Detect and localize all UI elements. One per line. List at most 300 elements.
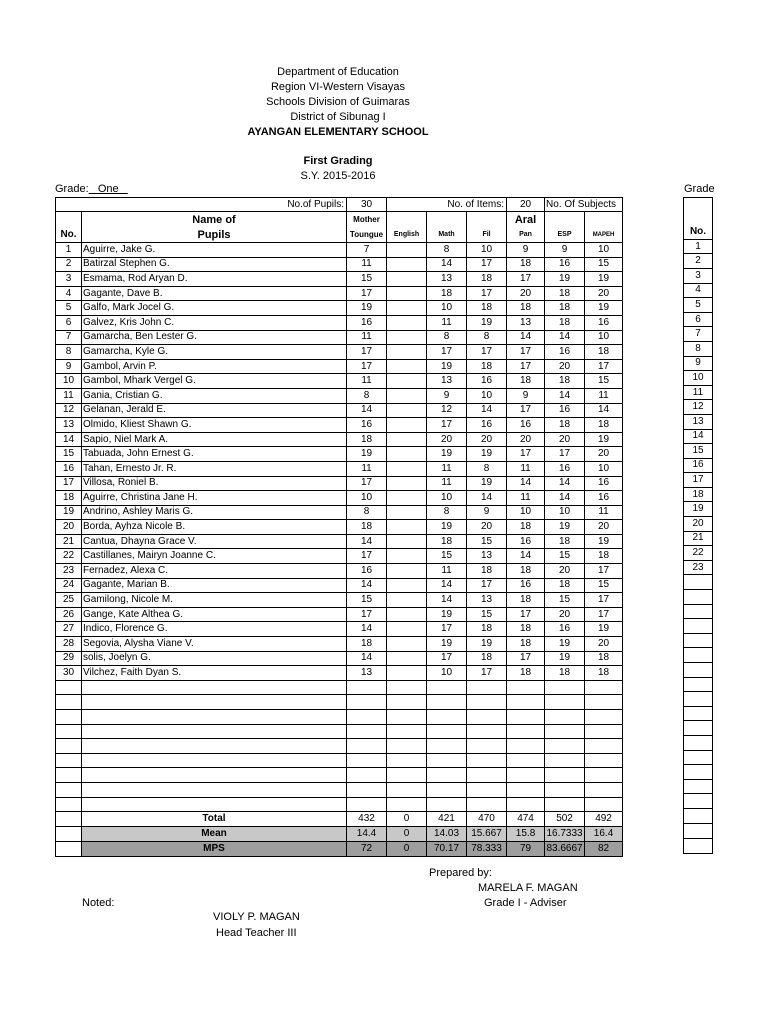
score-math: 17 <box>427 418 467 433</box>
pupil-row <box>56 257 623 272</box>
score-mother-tongue: 14 <box>347 651 387 666</box>
score-esp: 18 <box>545 578 585 593</box>
score-english <box>387 637 427 652</box>
pupil-no: 10 <box>56 374 82 389</box>
side-row-no: 7 <box>684 327 713 342</box>
pupil-row <box>56 345 623 360</box>
score-fil: 18 <box>467 359 507 374</box>
col-math: Math <box>427 227 467 243</box>
score-math: 11 <box>427 476 467 491</box>
score-mother-tongue: 11 <box>347 374 387 389</box>
score-english <box>387 286 427 301</box>
score-aral-pan: 18 <box>507 301 545 316</box>
blank-row <box>56 768 623 783</box>
score-mother-tongue: 17 <box>347 607 387 622</box>
col-name-top: Name of <box>82 212 347 228</box>
summary-mapeh: 492 <box>585 812 623 827</box>
score-esp: 15 <box>545 549 585 564</box>
score-math: 10 <box>427 301 467 316</box>
pupil-row <box>56 666 623 681</box>
score-fil: 18 <box>467 651 507 666</box>
score-aral-pan: 16 <box>507 418 545 433</box>
summary-math: 14.03 <box>427 827 467 842</box>
pupil-row <box>56 534 623 549</box>
pupil-no: 8 <box>56 345 82 360</box>
grade-label-right: Grade <box>684 183 715 195</box>
score-mother-tongue: 13 <box>347 666 387 681</box>
score-fil: 8 <box>467 330 507 345</box>
side-row-no: 3 <box>684 268 713 283</box>
score-esp: 20 <box>545 359 585 374</box>
score-english <box>387 578 427 593</box>
side-row-no: 19 <box>684 502 713 517</box>
pupil-name: Aguirre, Christina Jane H. <box>82 491 347 506</box>
score-mother-tongue: 17 <box>347 286 387 301</box>
score-esp: 14 <box>545 388 585 403</box>
score-esp: 20 <box>545 564 585 579</box>
score-fil: 19 <box>467 637 507 652</box>
head-name: VIOLY P. MAGAN <box>213 911 300 923</box>
pupil-no: 19 <box>56 505 82 520</box>
score-mapeh: 19 <box>585 534 623 549</box>
pupil-no: 14 <box>56 432 82 447</box>
score-mapeh: 20 <box>585 286 623 301</box>
pupil-row <box>56 432 623 447</box>
pupil-name: Batirzal Stephen G. <box>82 257 347 272</box>
score-english <box>387 374 427 389</box>
score-aral-pan: 14 <box>507 476 545 491</box>
summary-esp: 83.6667 <box>545 842 585 857</box>
score-mapeh: 18 <box>585 345 623 360</box>
score-aral-pan: 16 <box>507 578 545 593</box>
score-mapeh: 16 <box>585 491 623 506</box>
pupil-no: 23 <box>56 564 82 579</box>
side-row-no: 2 <box>684 254 713 269</box>
side-row-no: 15 <box>684 444 713 459</box>
score-english <box>387 418 427 433</box>
blank-row <box>56 680 623 695</box>
score-math: 19 <box>427 607 467 622</box>
score-esp: 16 <box>545 622 585 637</box>
score-english <box>387 330 427 345</box>
summary-mother-tongue: 72 <box>347 842 387 857</box>
score-math: 8 <box>427 505 467 520</box>
score-mapeh: 18 <box>585 549 623 564</box>
summary-fil: 15.667 <box>467 827 507 842</box>
score-aral-pan: 18 <box>507 666 545 681</box>
pupil-row <box>56 578 623 593</box>
side-row-no: 12 <box>684 400 713 415</box>
side-row-no: 5 <box>684 298 713 313</box>
summary-aral-pan: 474 <box>507 812 545 827</box>
score-mother-tongue: 17 <box>347 359 387 374</box>
col-fil: Fil <box>467 227 507 243</box>
score-english <box>387 534 427 549</box>
score-aral-pan: 9 <box>507 388 545 403</box>
score-mother-tongue: 11 <box>347 461 387 476</box>
side-row-no: 18 <box>684 487 713 502</box>
score-mapeh: 10 <box>585 243 623 258</box>
score-math: 19 <box>427 359 467 374</box>
pupil-name: Gania, Cristian G. <box>82 388 347 403</box>
score-english <box>387 549 427 564</box>
score-mother-tongue: 10 <box>347 491 387 506</box>
col-mapeh: MAPEH <box>585 227 623 243</box>
pupil-name: Galfo, Mark Jocel G. <box>82 301 347 316</box>
pupil-no: 4 <box>56 286 82 301</box>
pupil-no: 18 <box>56 491 82 506</box>
summary-stat-row <box>56 812 623 827</box>
summary-esp: 16.7333 <box>545 827 585 842</box>
pupil-name: Indico, Florence G. <box>82 622 347 637</box>
score-english <box>387 666 427 681</box>
score-fil: 16 <box>467 374 507 389</box>
score-mother-tongue: 14 <box>347 578 387 593</box>
score-mapeh: 14 <box>585 403 623 418</box>
pupils-value: 30 <box>347 198 387 212</box>
score-english <box>387 622 427 637</box>
score-esp: 19 <box>545 637 585 652</box>
score-table <box>55 197 623 857</box>
score-mother-tongue: 8 <box>347 505 387 520</box>
score-math: 17 <box>427 651 467 666</box>
score-esp: 18 <box>545 534 585 549</box>
score-mother-tongue: 18 <box>347 432 387 447</box>
pupils-label: No.of Pupils: <box>56 198 347 212</box>
blank-row <box>56 797 623 812</box>
score-math: 19 <box>427 447 467 462</box>
score-english <box>387 476 427 491</box>
pupil-name: Gelanan, Jerald E. <box>82 403 347 418</box>
score-esp: 16 <box>545 257 585 272</box>
pupil-name: Aguirre, Jake G. <box>82 243 347 258</box>
score-english <box>387 257 427 272</box>
grading-period: First Grading <box>303 155 373 167</box>
col-esp: ESP <box>545 227 585 243</box>
score-esp: 9 <box>545 243 585 258</box>
score-fil: 18 <box>467 564 507 579</box>
side-row-no: 11 <box>684 385 713 400</box>
score-aral-pan: 18 <box>507 622 545 637</box>
score-mapeh: 15 <box>585 374 623 389</box>
score-math: 14 <box>427 593 467 608</box>
score-math: 10 <box>427 491 467 506</box>
score-esp: 16 <box>545 345 585 360</box>
pupil-name: Gamilong, Nicole M. <box>82 593 347 608</box>
col-mt-bottom: Toungue <box>347 227 387 243</box>
grade-field <box>55 183 128 195</box>
col-name-bottom: Pupils <box>82 227 347 243</box>
summary-mother-tongue: 432 <box>347 812 387 827</box>
side-row-no: 16 <box>684 458 713 473</box>
blank-row <box>56 782 623 797</box>
score-math: 12 <box>427 403 467 418</box>
pupil-row <box>56 622 623 637</box>
score-english <box>387 315 427 330</box>
adviser-title: Grade I - Adviser <box>484 897 567 909</box>
pupil-row <box>56 286 623 301</box>
score-math: 11 <box>427 564 467 579</box>
pupil-name: Gange, Kate Althea G. <box>82 607 347 622</box>
score-mapeh: 16 <box>585 476 623 491</box>
score-esp: 14 <box>545 476 585 491</box>
pupil-no: 22 <box>56 549 82 564</box>
score-mapeh: 20 <box>585 520 623 535</box>
score-math: 10 <box>427 666 467 681</box>
pupil-name: Gambol, Mhark Vergel G. <box>82 374 347 389</box>
score-fil: 19 <box>467 315 507 330</box>
pupil-no: 1 <box>56 243 82 258</box>
score-mapeh: 18 <box>585 651 623 666</box>
pupil-name: Vilchez, Faith Dyan S. <box>82 666 347 681</box>
score-mapeh: 10 <box>585 461 623 476</box>
summary-english: 0 <box>387 812 427 827</box>
pupil-no: 20 <box>56 520 82 535</box>
prepared-by-label: Prepared by: <box>429 867 492 879</box>
col-ap-bottom: Pan <box>507 227 545 243</box>
pupil-row <box>56 461 623 476</box>
score-aral-pan: 18 <box>507 593 545 608</box>
side-row-no: 1 <box>684 239 713 254</box>
school-name: AYANGAN ELEMENTARY SCHOOL <box>247 126 429 138</box>
score-fil: 13 <box>467 593 507 608</box>
score-fil: 17 <box>467 578 507 593</box>
pupil-row <box>56 505 623 520</box>
score-mother-tongue: 16 <box>347 564 387 579</box>
summary-mapeh: 82 <box>585 842 623 857</box>
score-mapeh: 16 <box>585 315 623 330</box>
score-mother-tongue: 14 <box>347 403 387 418</box>
pupil-row <box>56 388 623 403</box>
header-division: Schools Division of Guimaras <box>266 96 410 108</box>
score-esp: 19 <box>545 520 585 535</box>
score-mapeh: 10 <box>585 330 623 345</box>
side-row-no: 20 <box>684 517 713 532</box>
pupil-no: 26 <box>56 607 82 622</box>
col-no: No. <box>56 227 82 243</box>
pupil-no: 27 <box>56 622 82 637</box>
score-english <box>387 388 427 403</box>
score-fil: 14 <box>467 491 507 506</box>
score-mother-tongue: 16 <box>347 315 387 330</box>
score-aral-pan: 14 <box>507 549 545 564</box>
score-aral-pan: 10 <box>507 505 545 520</box>
pupil-name: Andrino, Ashley Maris G. <box>82 505 347 520</box>
score-mapeh: 11 <box>585 505 623 520</box>
side-row-no: 4 <box>684 283 713 298</box>
summary-row <box>56 198 623 212</box>
score-aral-pan: 16 <box>507 534 545 549</box>
score-esp: 18 <box>545 666 585 681</box>
score-english <box>387 447 427 462</box>
pupil-row <box>56 330 623 345</box>
header-row-1 <box>56 212 623 228</box>
score-aral-pan: 14 <box>507 330 545 345</box>
score-fil: 18 <box>467 622 507 637</box>
score-mother-tongue: 17 <box>347 549 387 564</box>
score-math: 18 <box>427 534 467 549</box>
score-aral-pan: 11 <box>507 461 545 476</box>
score-english <box>387 651 427 666</box>
score-mapeh: 17 <box>585 607 623 622</box>
score-mother-tongue: 17 <box>347 476 387 491</box>
score-fil: 16 <box>467 418 507 433</box>
pupil-row <box>56 476 623 491</box>
header-region: Region VI-Western Visayas <box>270 81 406 93</box>
pupil-no: 5 <box>56 301 82 316</box>
score-math: 19 <box>427 637 467 652</box>
score-esp: 19 <box>545 651 585 666</box>
score-mapeh: 20 <box>585 447 623 462</box>
score-fil: 19 <box>467 447 507 462</box>
pupil-name: Esmama, Rod Aryan D. <box>82 272 347 287</box>
pupil-name: Villosa, Roniel B. <box>82 476 347 491</box>
pupil-row <box>56 418 623 433</box>
score-fil: 17 <box>467 257 507 272</box>
summary-mapeh: 16.4 <box>585 827 623 842</box>
pupil-row <box>56 315 623 330</box>
pupil-name: Borda, Ayhza Nicole B. <box>82 520 347 535</box>
pupil-name: solis, Joelyn G. <box>82 651 347 666</box>
pupil-row <box>56 272 623 287</box>
score-fil: 17 <box>467 345 507 360</box>
score-fil: 18 <box>467 272 507 287</box>
pupil-no: 30 <box>56 666 82 681</box>
score-math: 17 <box>427 345 467 360</box>
summary-fil: 470 <box>467 812 507 827</box>
side-row-no: 8 <box>684 341 713 356</box>
pupil-name: Sapio, Niel Mark A. <box>82 432 347 447</box>
side-row-no: 9 <box>684 356 713 371</box>
score-mother-tongue: 18 <box>347 520 387 535</box>
pupil-row <box>56 637 623 652</box>
score-fil: 15 <box>467 607 507 622</box>
pupil-no: 16 <box>56 461 82 476</box>
pupil-no: 6 <box>56 315 82 330</box>
adviser-name: MARELA F. MAGAN <box>478 882 578 894</box>
score-english <box>387 520 427 535</box>
pupil-name: Segovia, Alysha Viane V. <box>82 637 347 652</box>
side-row-no: 6 <box>684 312 713 327</box>
summary-esp: 502 <box>545 812 585 827</box>
score-aral-pan: 20 <box>507 286 545 301</box>
score-mapeh: 15 <box>585 578 623 593</box>
blank-row <box>56 710 623 725</box>
score-mother-tongue: 14 <box>347 622 387 637</box>
score-math: 9 <box>427 388 467 403</box>
blank-row <box>56 724 623 739</box>
score-mapeh: 18 <box>585 418 623 433</box>
summary-aral-pan: 79 <box>507 842 545 857</box>
pupil-row <box>56 651 623 666</box>
score-math: 20 <box>427 432 467 447</box>
score-esp: 20 <box>545 432 585 447</box>
blank-row <box>56 739 623 754</box>
score-aral-pan: 17 <box>507 359 545 374</box>
pupil-name: Tabuada, John Ernest G. <box>82 447 347 462</box>
school-year: S.Y. 2015-2016 <box>300 170 376 182</box>
score-esp: 20 <box>545 607 585 622</box>
pupil-row <box>56 520 623 535</box>
score-mapeh: 19 <box>585 301 623 316</box>
score-esp: 17 <box>545 447 585 462</box>
items-value: 20 <box>507 198 545 212</box>
summary-aral-pan: 15.8 <box>507 827 545 842</box>
score-aral-pan: 20 <box>507 432 545 447</box>
score-aral-pan: 13 <box>507 315 545 330</box>
score-esp: 18 <box>545 374 585 389</box>
pupil-name: Gagante, Dave B. <box>82 286 347 301</box>
score-aral-pan: 17 <box>507 447 545 462</box>
pupil-no: 29 <box>56 651 82 666</box>
score-mother-tongue: 18 <box>347 637 387 652</box>
score-fil: 17 <box>467 286 507 301</box>
side-row-no: 13 <box>684 414 713 429</box>
head-title: Head Teacher III <box>216 927 297 939</box>
score-aral-pan: 9 <box>507 243 545 258</box>
pupil-name: Gambol, Arvin P. <box>82 359 347 374</box>
summary-fil: 78.333 <box>467 842 507 857</box>
score-mapeh: 11 <box>585 388 623 403</box>
score-aral-pan: 11 <box>507 491 545 506</box>
pupil-row <box>56 549 623 564</box>
col-ap-top: Aral <box>507 212 545 228</box>
score-mapeh: 19 <box>585 432 623 447</box>
pupil-no: 12 <box>56 403 82 418</box>
summary-math: 70.17 <box>427 842 467 857</box>
blank-row <box>56 695 623 710</box>
score-aral-pan: 18 <box>507 564 545 579</box>
score-aral-pan: 17 <box>507 272 545 287</box>
side-col-no: No. <box>684 225 713 239</box>
score-esp: 18 <box>545 286 585 301</box>
score-mapeh: 19 <box>585 622 623 637</box>
score-english <box>387 359 427 374</box>
pupil-name: Castillanes, Mairyn Joanne C. <box>82 549 347 564</box>
summary-mother-tongue: 14.4 <box>347 827 387 842</box>
pupil-name: Gamarcha, Kyle G. <box>82 345 347 360</box>
score-mother-tongue: 15 <box>347 593 387 608</box>
score-aral-pan: 17 <box>507 403 545 418</box>
pupil-row <box>56 491 623 506</box>
score-aral-pan: 18 <box>507 520 545 535</box>
score-aral-pan: 17 <box>507 651 545 666</box>
score-mother-tongue: 7 <box>347 243 387 258</box>
noted-label: Noted: <box>82 897 115 909</box>
score-math: 18 <box>427 286 467 301</box>
score-math: 17 <box>427 622 467 637</box>
score-fil: 10 <box>467 243 507 258</box>
score-esp: 18 <box>545 418 585 433</box>
score-english <box>387 432 427 447</box>
score-english <box>387 491 427 506</box>
pupil-no: 9 <box>56 359 82 374</box>
side-row-no: 22 <box>684 546 713 561</box>
pupil-name: Fernadez, Alexa C. <box>82 564 347 579</box>
pupil-no: 13 <box>56 418 82 433</box>
score-mapeh: 18 <box>585 666 623 681</box>
score-fil: 20 <box>467 520 507 535</box>
score-fil: 19 <box>467 476 507 491</box>
pupil-row <box>56 564 623 579</box>
score-fil: 9 <box>467 505 507 520</box>
score-aral-pan: 17 <box>507 607 545 622</box>
grade-value: One <box>97 183 119 195</box>
score-english <box>387 505 427 520</box>
score-fil: 17 <box>467 666 507 681</box>
score-math: 13 <box>427 272 467 287</box>
header-department: Department of Education <box>277 66 399 78</box>
